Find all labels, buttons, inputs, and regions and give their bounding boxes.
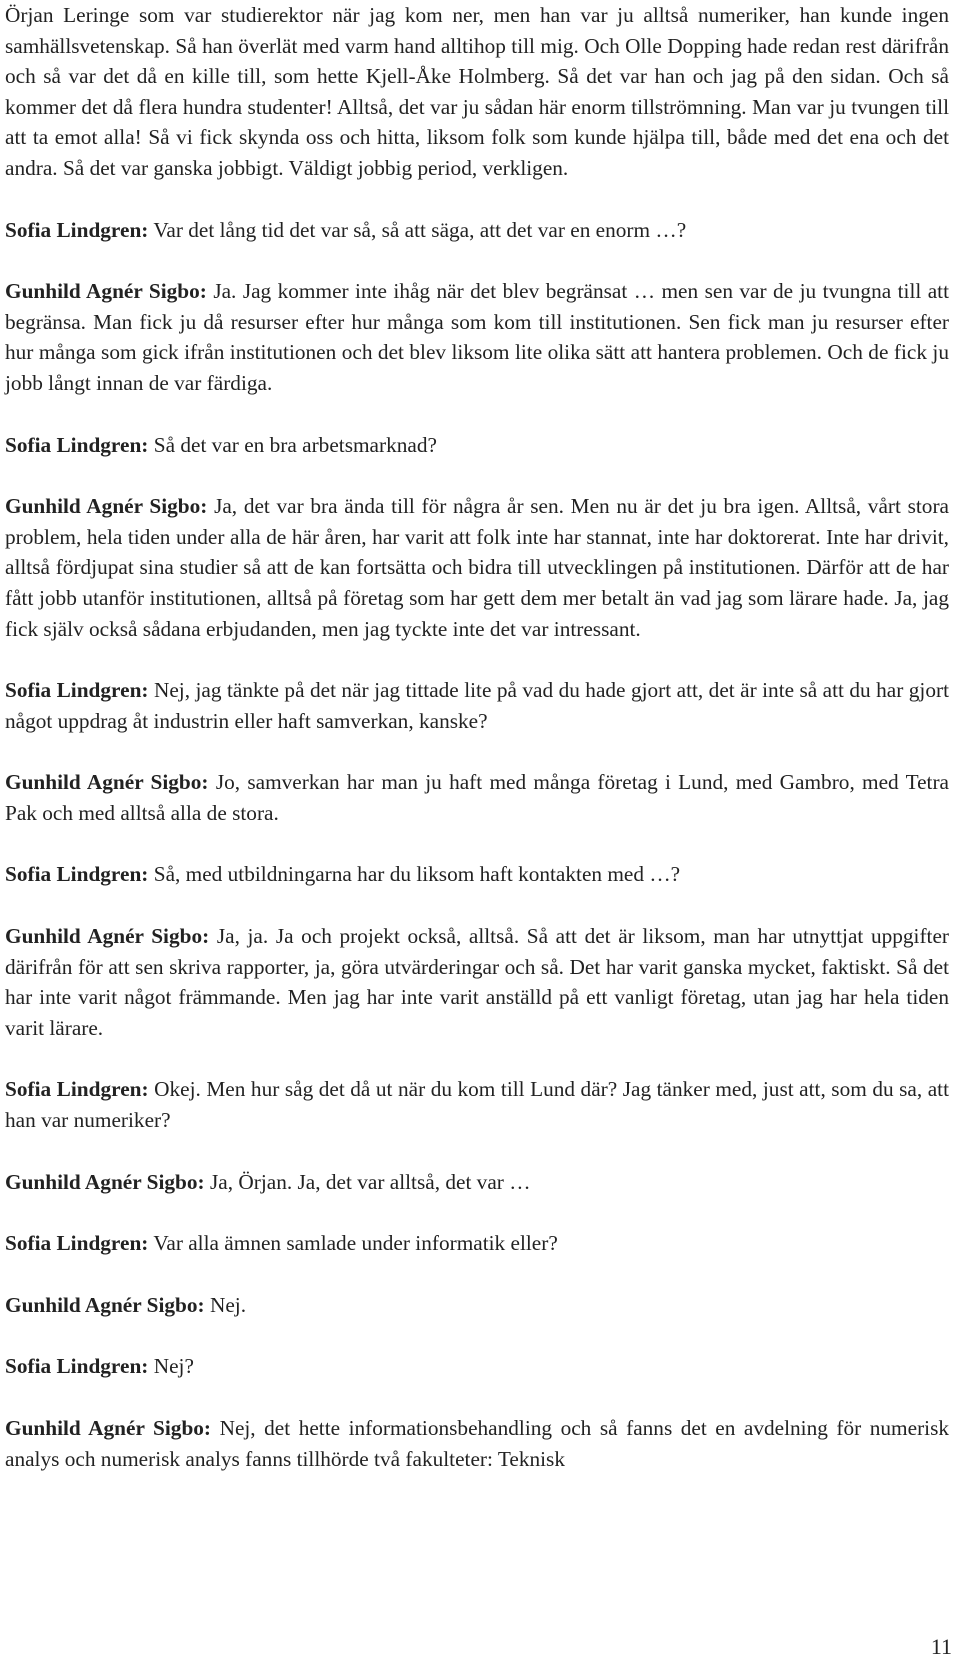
speaker-name: Sofia Lindgren: (5, 1231, 149, 1256)
paragraph-text: Örjan Leringe som var studierektor när jag kom ner, men han var ju alltså numeriker, han kunde ingen samhällsvetenskap. Så han överlät med varm hand alltihop till mig. Och Olle Dopping hade redan rest därifrån och så var det då en kille till, som hette Kjell-Åke Holmberg. Så det var han och jag på den sidan. Och så kommer det då flera hundra studenter! Alltså, det var ju sådan här enorm tillströmning. Man var ju tvungen till att ta emot alla! Så vi fick skynda oss och hitta, liksom folk som kunde hjälpa till, både med det ena och det andra. Så det var ganska jobbigt. Väldigt jobbig period, verkligen. (5, 3, 949, 180)
dialogue-paragraph (5, 1413, 949, 1474)
dialogue-paragraph (5, 675, 949, 736)
speaker-name: Gunhild Agnér Sigbo: (5, 1292, 205, 1317)
speaker-name: Gunhild Agnér Sigbo: (5, 1169, 205, 1194)
page-number: 11 (930, 1634, 952, 1659)
speaker-name: Gunhild Agnér Sigbo: (5, 494, 208, 519)
paragraph-text: Nej? (153, 1354, 194, 1379)
paragraph-text: Okej. Men hur såg det då ut när du kom till Lund där? Jag tänker med, just att, som du sa, att han var numeriker? (5, 1077, 950, 1133)
paragraph-text: Var alla ämnen samlade under informatik eller? (153, 1231, 558, 1256)
speaker-name: Sofia Lindgren: (5, 217, 149, 242)
dialogue-paragraph (5, 1074, 949, 1135)
document-page (5, 0, 949, 1505)
paragraph-text: Var det lång tid det var så, så att säga, att det var en enorm …? (153, 217, 687, 242)
dialogue-paragraph (5, 1351, 949, 1382)
paragraph-text: Ja. Jag kommer inte ihåg när det blev begränsat … men sen var de ju tvungna till att begränsa. Man fick ju då resurser efter hur många som kom till institutionen. Sen fick man ju resurser efter hur många som gick ifrån institutionen och det blev liksom lite olika sätt att hantera problemen. Och de fick ju jobb långt innan de var färdiga. (5, 279, 950, 395)
intro-paragraph (5, 0, 949, 184)
dialogue-paragraph (5, 430, 949, 461)
dialogue-paragraph (5, 491, 949, 644)
speaker-name: Sofia Lindgren: (5, 862, 149, 887)
dialogue-paragraph (5, 215, 949, 246)
dialogue-paragraph (5, 1228, 949, 1259)
dialogue-paragraph (5, 767, 949, 828)
dialogue-paragraph (5, 859, 949, 890)
speaker-name: Sofia Lindgren: (5, 1077, 149, 1102)
paragraph-text: Ja, ja. Ja och projekt också, alltså. Så att det är liksom, man har utnyttjat uppgifter därifrån för att sen skriva rapporter, ja, göra utvärderingar och så. Det har varit ganska mycket, faktiskt. Så det har inte varit något främmande. Men jag har inte varit anställd på ett vanligt företag, utan jag har hela tiden varit lärare. (5, 924, 950, 1040)
paragraph-text: Jo, samverkan har man ju haft med många företag i Lund, med Gambro, med Tetra Pak och med alltså alla de stora. (5, 770, 950, 825)
speaker-name: Sofia Lindgren: (5, 432, 149, 457)
paragraph-text: Nej, det hette informationsbehandling och så fanns det en avdelning för numerisk analys och numerisk analys fanns tillhörde två fakulteter: Teknisk (5, 1416, 950, 1471)
paragraph-text: Ja, det var bra ända till för några år sen. Men nu är det ju bra igen. Alltså, vårt stora problem, hela tiden under alla de här åren, har varit att folk inte har stannat, inte har doktorerat. Inte har drivit, alltså fördjupat sina studier så att de kan fortsätta och bidra till utvecklingen på institutionen. Därför att de har fått jobb utanför institutionen, alltså på företag som har gett dem mer betalt än vad jag som lärare hade. Ja, jag fick själv också sådana erbjudanden, men jag tyckte inte det var intressant. (5, 494, 950, 641)
dialogue-paragraph (5, 1290, 949, 1321)
paragraph-text: Nej. (209, 1292, 247, 1317)
speaker-name: Gunhild Agnér Sigbo: (5, 1416, 212, 1440)
speaker-name: Gunhild Agnér Sigbo: (5, 924, 210, 949)
dialogue-paragraph (5, 1167, 949, 1198)
speaker-name: Gunhild Agnér Sigbo: (5, 279, 207, 304)
paragraph-text: Så, med utbildningarna har du liksom haft kontakten med …? (153, 862, 681, 887)
paragraph-text: Nej, jag tänkte på det när jag tittade lite på vad du hade gjort att, det är inte så att du har gjort något uppdrag åt industrin eller haft samverkan, kanske? (5, 678, 950, 733)
dialogue-paragraph (5, 921, 949, 1043)
paragraph-text: Så det var en bra arbetsmarknad? (153, 432, 437, 457)
speaker-name: Sofia Lindgren: (5, 1354, 149, 1379)
speaker-name: Sofia Lindgren: (5, 678, 149, 703)
speaker-name: Gunhild Agnér Sigbo: (5, 770, 209, 795)
dialogue-paragraph (5, 276, 949, 398)
paragraph-text: Ja, Örjan. Ja, det var alltså, det var … (209, 1169, 531, 1194)
